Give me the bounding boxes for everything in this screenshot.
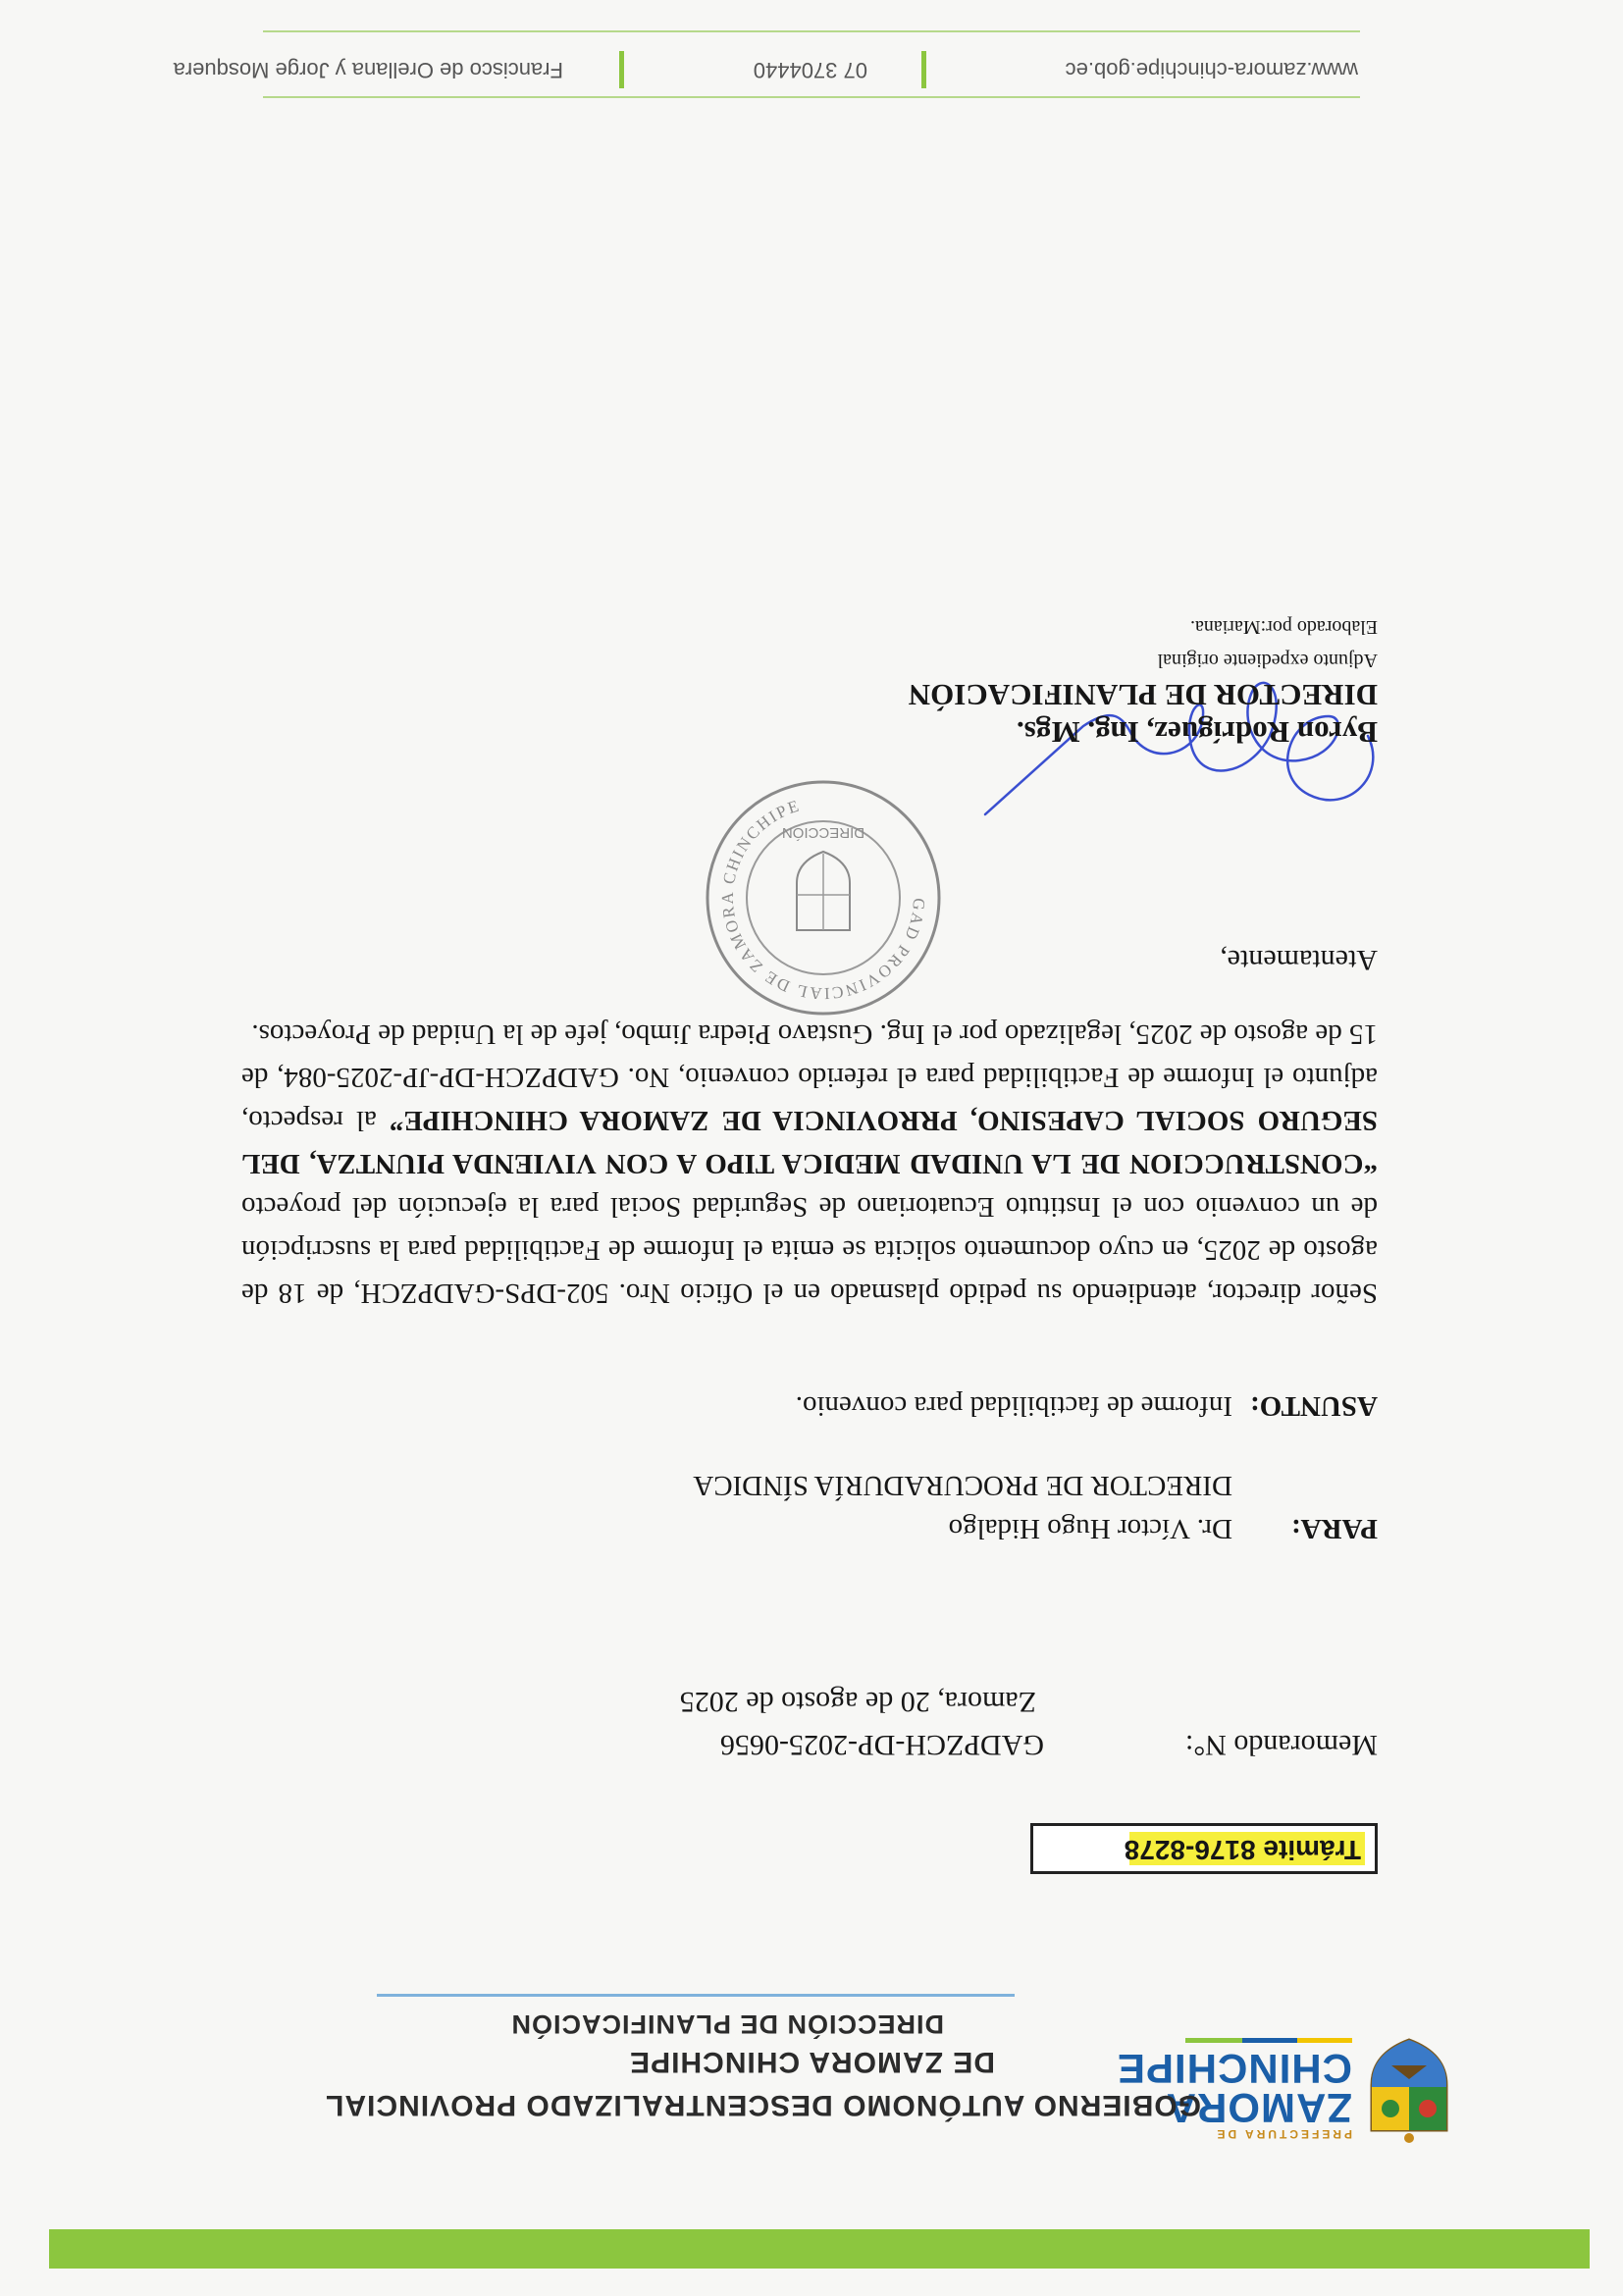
- tramite-text: Trámite 8176-8278: [1124, 1835, 1361, 1865]
- memo-date: Zamora, 20 de agosto de 2025: [679, 1686, 1036, 1718]
- asunto-label: ASUNTO:: [1250, 1390, 1378, 1422]
- footer-separator: [921, 51, 926, 88]
- footer-website: www.zamora-chinchipe.gob.ec: [1065, 58, 1358, 82]
- signer-title: DIRECTOR DE PLANIFICACIÓN: [908, 678, 1378, 712]
- header-line-3: DIRECCIÓN DE PLANIFICACIÓN: [510, 2009, 944, 2039]
- signer-name: Byron Rodríguez, Ing. Mgs.: [1016, 715, 1378, 750]
- header-line-2: DE ZAMORA CHINCHIPE: [629, 2046, 995, 2078]
- header-divider: [377, 1994, 1015, 1997]
- signer-block: [909, 676, 1378, 751]
- logo-line-chinchipe: CHINCHIPE: [1116, 2046, 1352, 2092]
- coat-of-arms-icon: [1362, 2036, 1456, 2144]
- seal-ring-text: GAD PROVINCIAL DE ZAMORA CHINCHIPE: [717, 796, 929, 1004]
- memo-block: [680, 1680, 1378, 1766]
- header-line-1: GOBIERNO AUTÓNOMO DESCENTRALIZADO PROVINCIAL: [325, 2089, 1201, 2121]
- memo-label: Memorando N°:: [1184, 1729, 1378, 1761]
- footer-phone: 07 3704440: [753, 58, 867, 82]
- closing: Atentamente,: [1220, 944, 1378, 976]
- tramite-box: [1030, 1823, 1378, 1874]
- body-part-2: al respecto, adjunto el Informe de Factibilidad para el referido convenio, No. GADPZCH-DP-JP-2025-084, de 15 de agosto de 2025, legalizado por el Ing. Gustavo Piedra Jimbo, jefe de la Unidad de Proyectos.: [240, 1018, 1378, 1136]
- logo-stripes: [1185, 2038, 1352, 2043]
- prepared-by: Elaborado por:Mariana.: [1189, 616, 1378, 638]
- logo-line-zamora: ZAMORA: [1165, 2085, 1352, 2131]
- para-title: DIRECTOR DE PROCURADURÍA SÍNDICA: [693, 1470, 1232, 1501]
- footer-separator: [619, 51, 624, 88]
- asunto-row: [796, 1384, 1378, 1428]
- para-row: [949, 1507, 1378, 1550]
- body-project-name: “CONSTRUCCION DE LA UNIDAD MEDICA TIPO A CON VIVIENDA PIUNTZA, DEL SEGURO SOCIAL CAPESINO, PRROVINCIA DE ZAMORA CHINCHIPE”: [241, 1105, 1378, 1179]
- para-label: PARA:: [1290, 1513, 1378, 1544]
- body-part-1: Señor director, atendiendo su pedido plasmado en el Oficio Nro. 502-DPS-GADPZCH, de 18 de agosto de 2025, en cuyo documento solicita se emita el Informe de Factibilidad para la suscripción de un convenio con el Instituto Ecuatoriano de Seguridad Social para la ejecución del proyecto: [241, 1191, 1378, 1309]
- official-seal-stamp: [701, 775, 946, 1020]
- seal-center-text: DIRECCIÓN: [781, 824, 865, 841]
- footer-line-top: [263, 96, 1360, 98]
- memo-number: GADPZCH-DP-2025-0656: [720, 1729, 1044, 1761]
- attachment-note: Adjunto expediente original: [1157, 650, 1378, 671]
- logo-small-text: PREFECTURA DE: [1214, 2127, 1352, 2141]
- memo-body: [241, 1013, 1378, 1315]
- footer-line-bottom: [263, 30, 1360, 32]
- para-name: Dr. Víctor Hugo Hidalgo: [948, 1513, 1232, 1544]
- top-green-bar: [49, 2229, 1590, 2269]
- footer-address: Francisco de Orellana y Jorge Mosquera: [173, 58, 563, 82]
- asunto-text: Informe de factibilidad para convenio.: [795, 1390, 1232, 1422]
